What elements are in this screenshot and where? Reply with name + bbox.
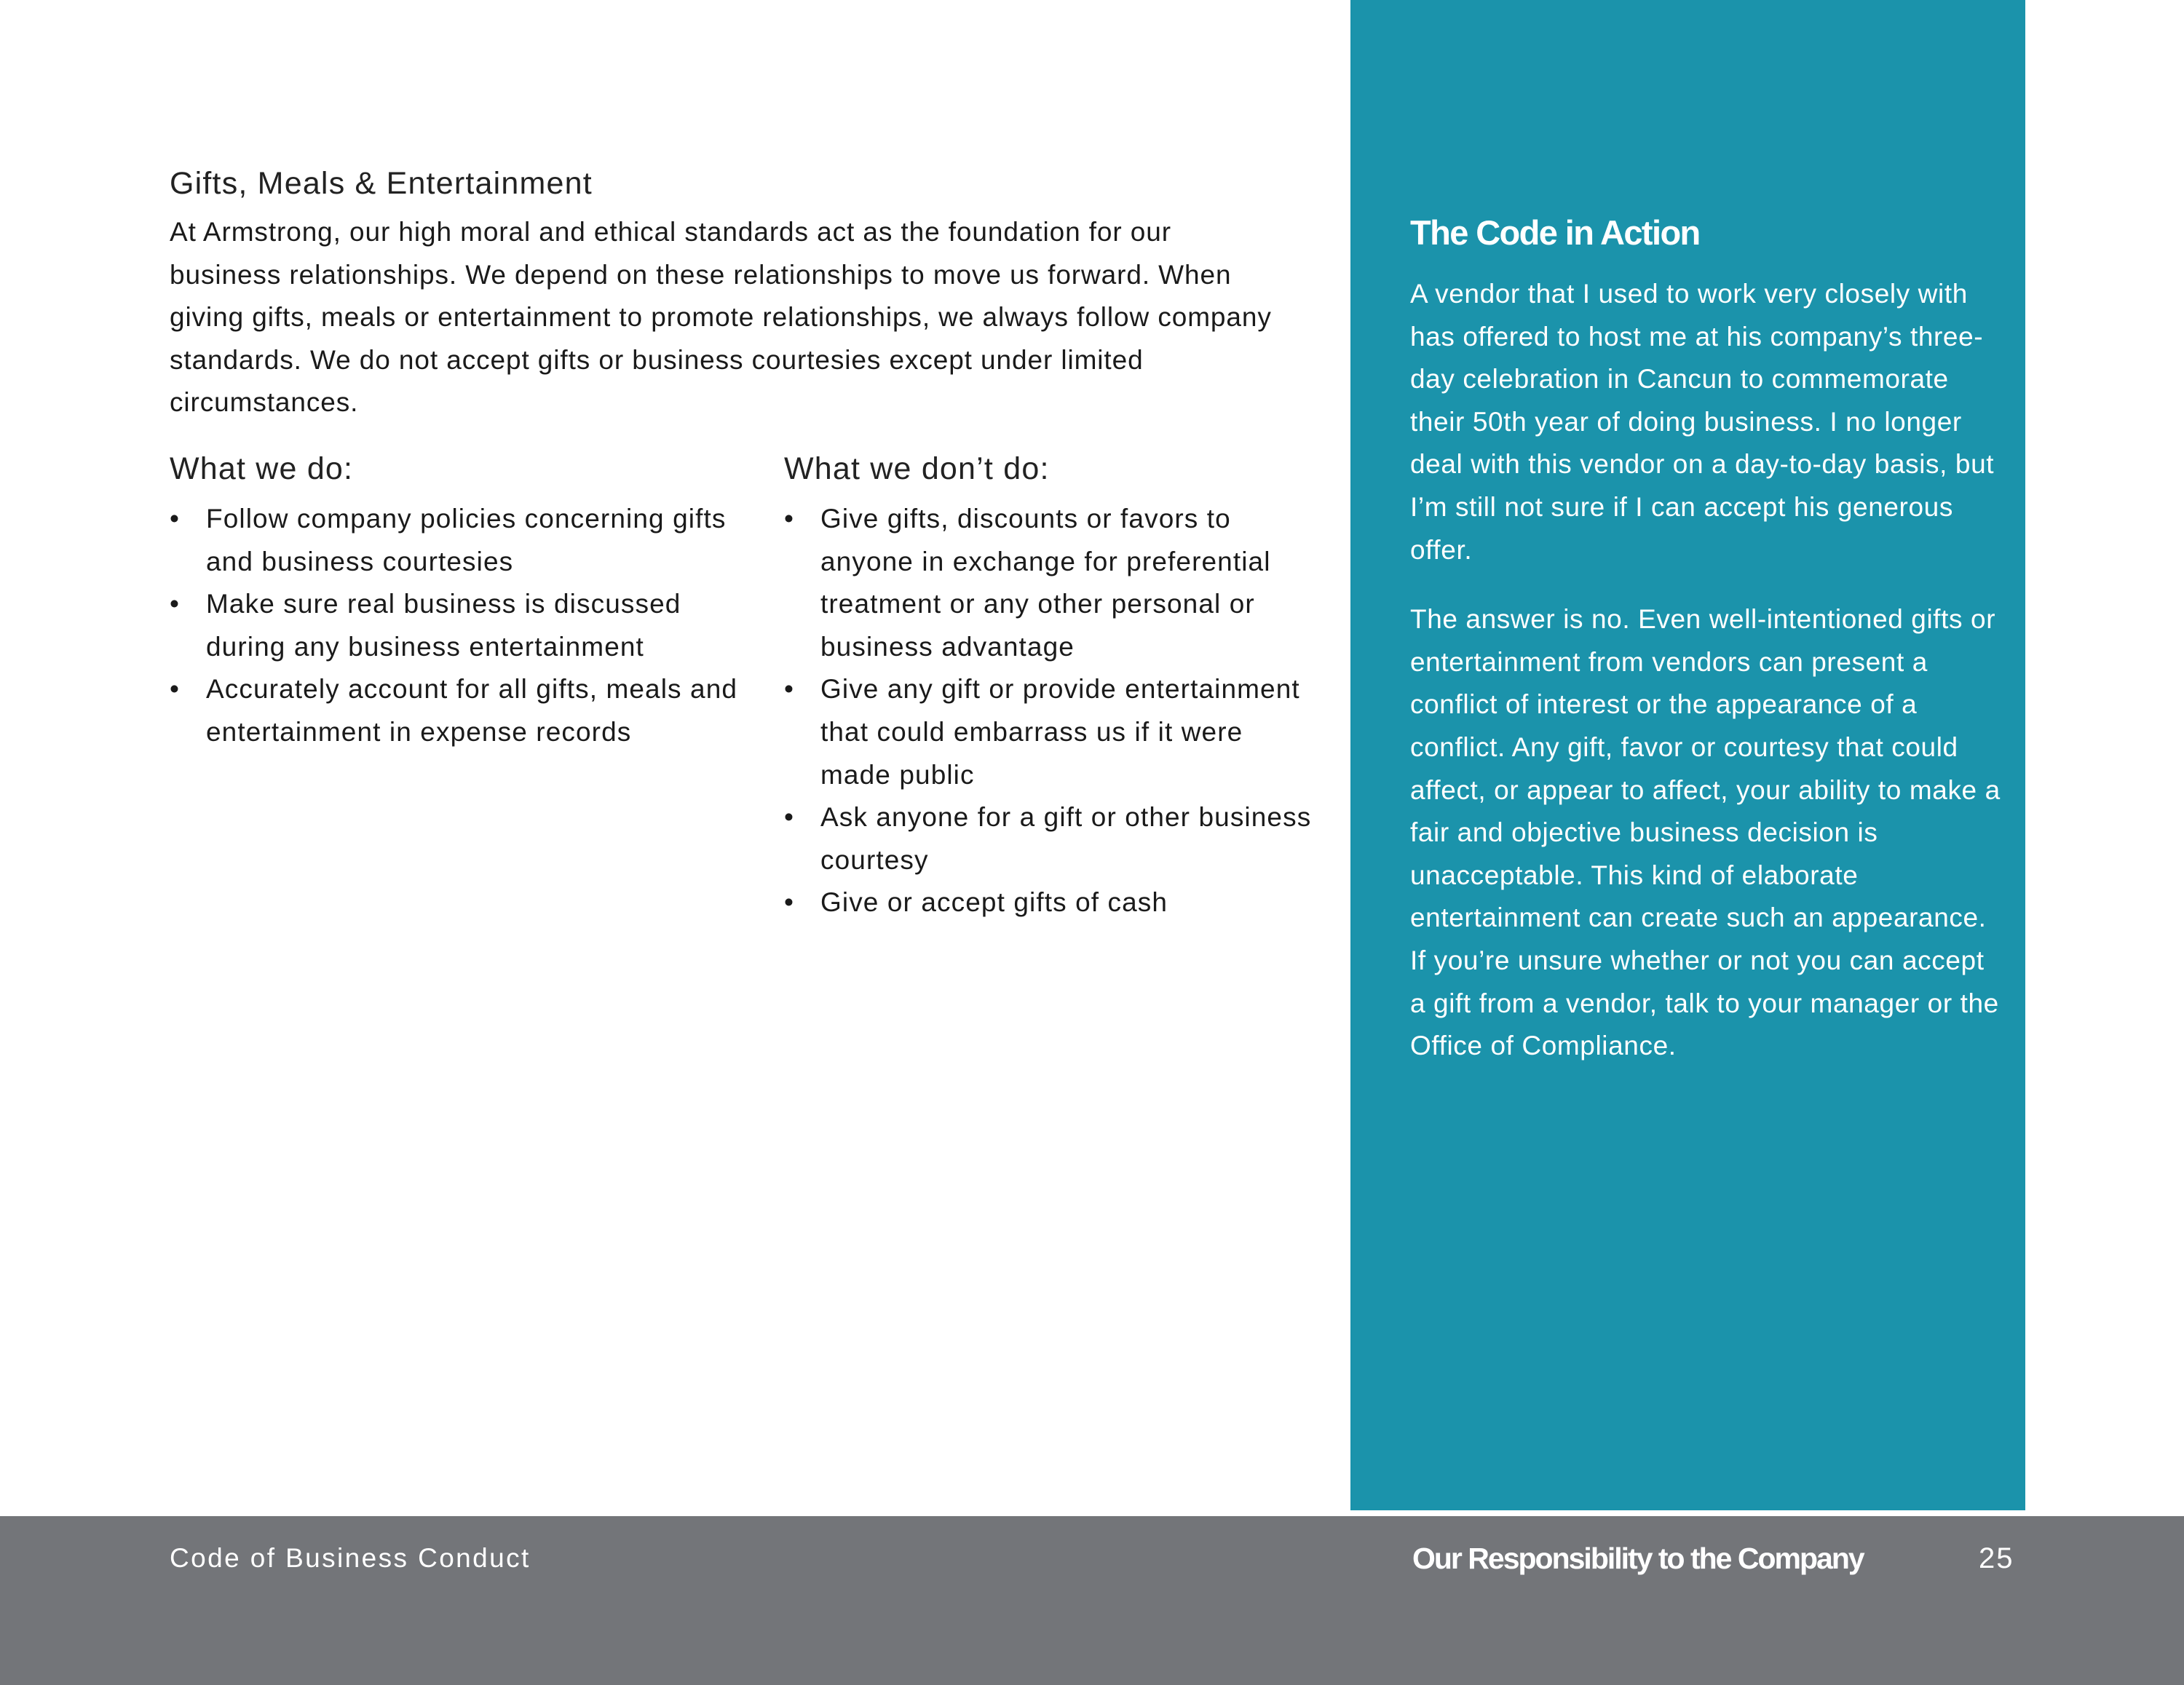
list-item-text: Give any gift or provide entertainment that could embarrass us if it were made public [820, 674, 1300, 790]
page-number: 25 [1979, 1542, 2014, 1574]
bullet-icon: • [784, 802, 795, 833]
what-we-do-column [170, 448, 745, 754]
section-title: Gifts, Meals & Entertainment [170, 166, 593, 201]
list-item-text: Give or accept gifts of cash [820, 887, 1168, 918]
bullet-icon: • [170, 589, 181, 619]
list-item [170, 498, 745, 583]
what-we-dont-do-column [784, 448, 1315, 924]
what-we-do-list [170, 498, 745, 754]
footer-document-title: Code of Business Conduct [170, 1543, 531, 1573]
bullet-icon: • [784, 887, 795, 918]
bullet-icon: • [170, 674, 181, 705]
bullet-icon: • [170, 504, 181, 534]
list-item [784, 668, 1315, 796]
list-item [784, 796, 1315, 881]
list-item-text: Make sure real business is discussed during any business entertainment [206, 589, 681, 662]
sidebar-title: The Code in Action [1410, 213, 1700, 252]
what-we-do-heading: What we do: [170, 451, 354, 486]
scenario-paragraph: A vendor that I used to work very closely with has offered to host me at his company’s three-day celebration in Cancun to commemorate their 50th year of doing business. I no longer deal with this vendor on a day-to-day basis, but I’m still not sure if I can accept his generous offer. [1410, 279, 1995, 565]
list-item [784, 881, 1315, 924]
intro-paragraph: At Armstrong, our high moral and ethical standards act as the foundation for our business relationships. We depend on these relationships to move us forward. When giving gifts, meals or entertainment to promote relationships, we always follow company standards. We do not accept gifts or business courtesies except under limited circumstances. [170, 217, 1272, 418]
bullet-icon: • [784, 674, 795, 705]
answer-paragraph: The answer is no. Even well-intentioned gifts or entertainment from vendors can present a conflict of interest or the appearance of a conflict. Any gift, favor or courtesy that could affect, or appear to affect, your ability to make a fair and objective business decision is unacceptable. This kind of elaborate entertainment can create such an appearance. If you’re unsure whether or not you can accept a gift from a vendor, talk to your manager or the Office of Compliance. [1410, 604, 2001, 1061]
what-we-dont-do-heading: What we don’t do: [784, 451, 1050, 486]
list-item [170, 668, 745, 753]
footer-section-title: Our Responsibility to the Company [1412, 1542, 1864, 1575]
code-in-action-sidebar [1350, 0, 2025, 1510]
what-we-dont-do-list [784, 498, 1315, 924]
list-item-text: Accurately account for all gifts, meals and entertainment in expense records [206, 674, 738, 747]
list-item-text: Ask anyone for a gift or other business courtesy [820, 802, 1312, 875]
list-item-text: Give gifts, discounts or favors to anyone in exchange for preferential treatment or any other personal or business advantage [820, 504, 1271, 662]
bullet-icon: • [784, 504, 795, 534]
list-item-text: Follow company policies concerning gifts and business courtesies [206, 504, 727, 576]
sidebar-body [1410, 273, 2007, 1095]
list-item [170, 583, 745, 668]
page-footer [0, 1516, 2184, 1685]
list-item [784, 498, 1315, 668]
